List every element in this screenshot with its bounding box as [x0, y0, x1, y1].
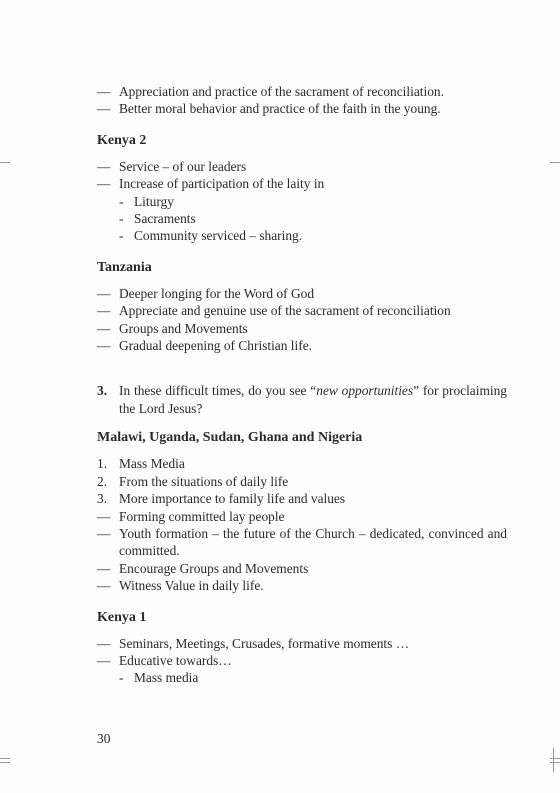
- crop-mark-left-top: [0, 162, 10, 163]
- list-item: — Appreciate and genuine use of the sacrament of reconciliation: [97, 303, 451, 319]
- section-heading-malawi: Malawi, Uganda, Sudan, Ghana and Nigeria: [97, 430, 363, 446]
- numbered-item: 3. More importance to family life and values: [97, 491, 346, 507]
- section-heading-tanzania: Tanzania: [97, 259, 152, 275]
- section-heading-kenya-1: Kenya 1: [97, 609, 147, 625]
- crop-mark-left-bottom-2: [0, 762, 10, 763]
- crop-mark-right-vertical: [553, 748, 554, 772]
- list-item: — Deeper longing for the Word of God: [97, 285, 315, 301]
- list-item: — Increase of participation of the laity in: [97, 176, 325, 192]
- crop-mark-left-bottom: [0, 758, 10, 759]
- question-number: 3.: [97, 383, 108, 399]
- list-item: — Seminars, Meetings, Crusades, formative moments …: [97, 635, 410, 651]
- sub-list-item: - Liturgy: [119, 193, 174, 209]
- page-number: 30: [97, 731, 111, 746]
- page-content: [97, 83, 507, 687]
- numbered-item: 2. From the situations of daily life: [97, 473, 289, 489]
- crop-mark-right-bottom-2: [550, 762, 560, 763]
- question-3: 3. In these difficult times, do you see “new opportunities” for proclaiming the Lord Jesus?: [97, 383, 507, 416]
- list-item: — Gradual deepening of Christian life.: [97, 338, 312, 354]
- list-item: — Encourage Groups and Movements: [97, 560, 309, 576]
- sub-list-item: - Mass media: [119, 670, 199, 686]
- list-item: — Service – of our leaders: [97, 158, 247, 174]
- sub-list-item: - Sacraments: [119, 211, 196, 227]
- list-item: — Better moral behavior and practice of the faith in the young.: [97, 101, 441, 117]
- section-heading-kenya-2: Kenya 2: [97, 132, 147, 148]
- crop-mark-right-top: [550, 162, 560, 163]
- numbered-item: 1. Mass Media: [97, 456, 185, 472]
- list-item: — Appreciation and practice of the sacrament of reconciliation.: [97, 84, 444, 99]
- list-item: — Youth formation – the future of the Church – dedicated, convinced and committed.: [97, 525, 507, 559]
- list-item: — Educative towards…: [97, 652, 232, 668]
- sub-list-item: - Community serviced – sharing.: [119, 228, 303, 244]
- list-item: — Groups and Movements: [97, 320, 248, 336]
- list-item: — Witness Value in daily life.: [97, 578, 264, 594]
- list-item: — Forming committed lay people: [97, 508, 285, 524]
- crop-mark-right-bottom: [550, 758, 560, 759]
